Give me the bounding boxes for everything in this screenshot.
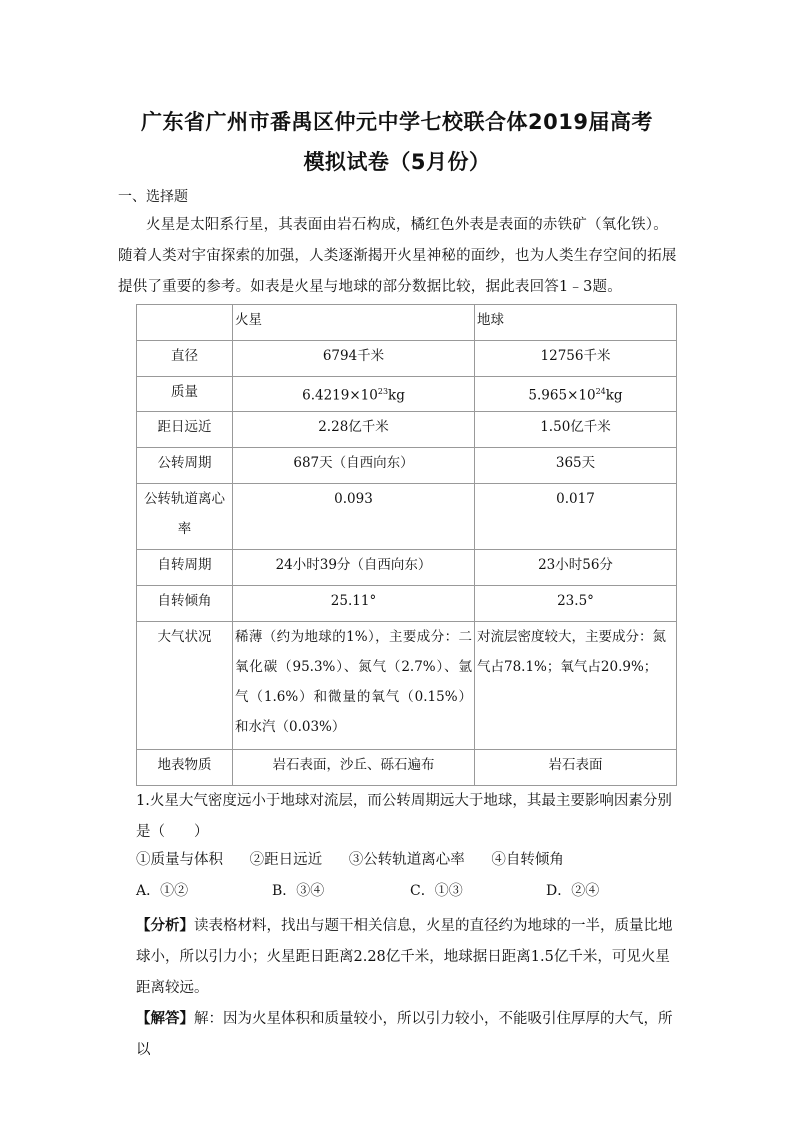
mars-value: 6794千米 xyxy=(233,341,475,377)
table-row xyxy=(137,377,677,412)
row-label: 自转周期 xyxy=(137,550,233,586)
mars-value: 岩石表面，沙丘、砾石遍布 xyxy=(233,750,475,786)
intro-paragraph: 火星是太阳系行星，其表面由岩石构成，橘红色外表是表面的赤铁矿（氧化铁）。随着人类对宇宙探索的加强，人类逐渐揭开火星神秘的面纱，也为人类生存空间的拓展提供了重要的参考。如表是火星与地球的部分数据比较，据此表回答1﹣3题。 xyxy=(118,217,677,295)
row-label: 质量 xyxy=(137,377,233,412)
choice-c: C．①③ xyxy=(410,883,463,899)
mars-value: 687天（自西向东） xyxy=(233,448,475,484)
choice-b: B．③④ xyxy=(272,883,325,899)
earth-value: 23小时56分 xyxy=(475,550,677,586)
analysis-tag: 【分析】 xyxy=(136,917,194,934)
choice-a: A．①② xyxy=(136,883,189,899)
comparison-table xyxy=(136,304,677,786)
analysis-text: 读表格材料，找出与题干相关信息，火星的直径约为地球的一半，质量比地球小，所以引力小；火星距日距离2.28亿千米，地球据日距离1.5亿千米，可见火星距离较远。 xyxy=(136,918,673,996)
header-cell-empty xyxy=(137,305,233,341)
mars-value xyxy=(233,377,475,412)
table-row xyxy=(137,484,677,550)
mars-value: 2.28亿千米 xyxy=(233,412,475,448)
row-label: 大气状况 xyxy=(137,622,233,750)
table-row xyxy=(137,586,677,622)
statement-item: ④自转倾角 xyxy=(491,852,564,868)
mars-value: 0.093 xyxy=(233,484,475,550)
earth-value: 12756千米 xyxy=(475,341,677,377)
table-row xyxy=(137,750,677,786)
table-row xyxy=(137,550,677,586)
document-title: 广东省广州市番禺区仲元中学七校联合体2019届高考 xyxy=(141,110,653,134)
choice-d: D．②④ xyxy=(546,883,600,899)
mars-value: 稀薄（约为地球的1%），主要成分：二氧化碳（95.3%）、氮气（2.7%）、氩气（1.6%）和微量的氧气（0.15%）和水汽（0.03%） xyxy=(233,622,475,750)
earth-value: 1.50亿千米 xyxy=(475,412,677,448)
earth-value: 0.017 xyxy=(475,484,677,550)
mars-mass-base: 6.4219×10 xyxy=(302,387,378,404)
row-label: 公转周期 xyxy=(137,448,233,484)
answer-tag: 【解答】 xyxy=(136,1010,194,1027)
section-heading: 一、选择题 xyxy=(118,189,188,205)
mars-mass-exponent: 23 xyxy=(377,387,389,396)
table-row xyxy=(137,412,677,448)
question-1-statements xyxy=(136,848,586,869)
table-header-row xyxy=(137,305,677,341)
answer-paragraph xyxy=(136,1003,680,1066)
table-row xyxy=(137,622,677,750)
statement-item: ③公转轨道离心率 xyxy=(348,852,465,868)
earth-value: 23.5° xyxy=(475,586,677,622)
earth-value: 对流层密度较大，主要成分：氮气占78.1%；氧气占20.9%； xyxy=(475,622,677,750)
row-label: 直径 xyxy=(137,341,233,377)
row-label: 公转轨道离心率 xyxy=(137,484,233,550)
mars-value: 25.11° xyxy=(233,586,475,622)
statement-item: ②距日远近 xyxy=(249,852,323,868)
header-cell-earth: 地球 xyxy=(475,305,677,341)
document-subtitle: 模拟试卷（5月份） xyxy=(303,150,491,174)
header-cell-mars: 火星 xyxy=(233,305,475,341)
row-label: 自转倾角 xyxy=(137,586,233,622)
earth-value: 岩石表面 xyxy=(475,750,677,786)
earth-mass-base: 5.965×10 xyxy=(528,387,596,404)
analysis-paragraph xyxy=(136,910,676,1004)
table-row xyxy=(137,341,677,377)
earth-value: 365天 xyxy=(475,448,677,484)
earth-mass-exponent: 24 xyxy=(595,387,606,396)
earth-mass-unit: kg xyxy=(605,387,623,404)
row-label: 距日远近 xyxy=(137,412,233,448)
answer-text: 解：因为火星体积和质量较小，所以引力较小，不能吸引住厚厚的大气，所以 xyxy=(136,1011,673,1058)
statement-item: ①质量与体积 xyxy=(136,852,223,868)
mars-value: 24小时39分（自西向东） xyxy=(233,550,475,586)
mars-mass-unit: kg xyxy=(388,387,405,404)
earth-value xyxy=(475,377,677,412)
table-row xyxy=(137,448,677,484)
row-label: 地表物质 xyxy=(137,750,233,786)
question-1-stem: 1.火星大气密度远小于地球对流层，而公转周期远大于地球，其最主要影响因素分别是（ ） xyxy=(136,793,672,840)
